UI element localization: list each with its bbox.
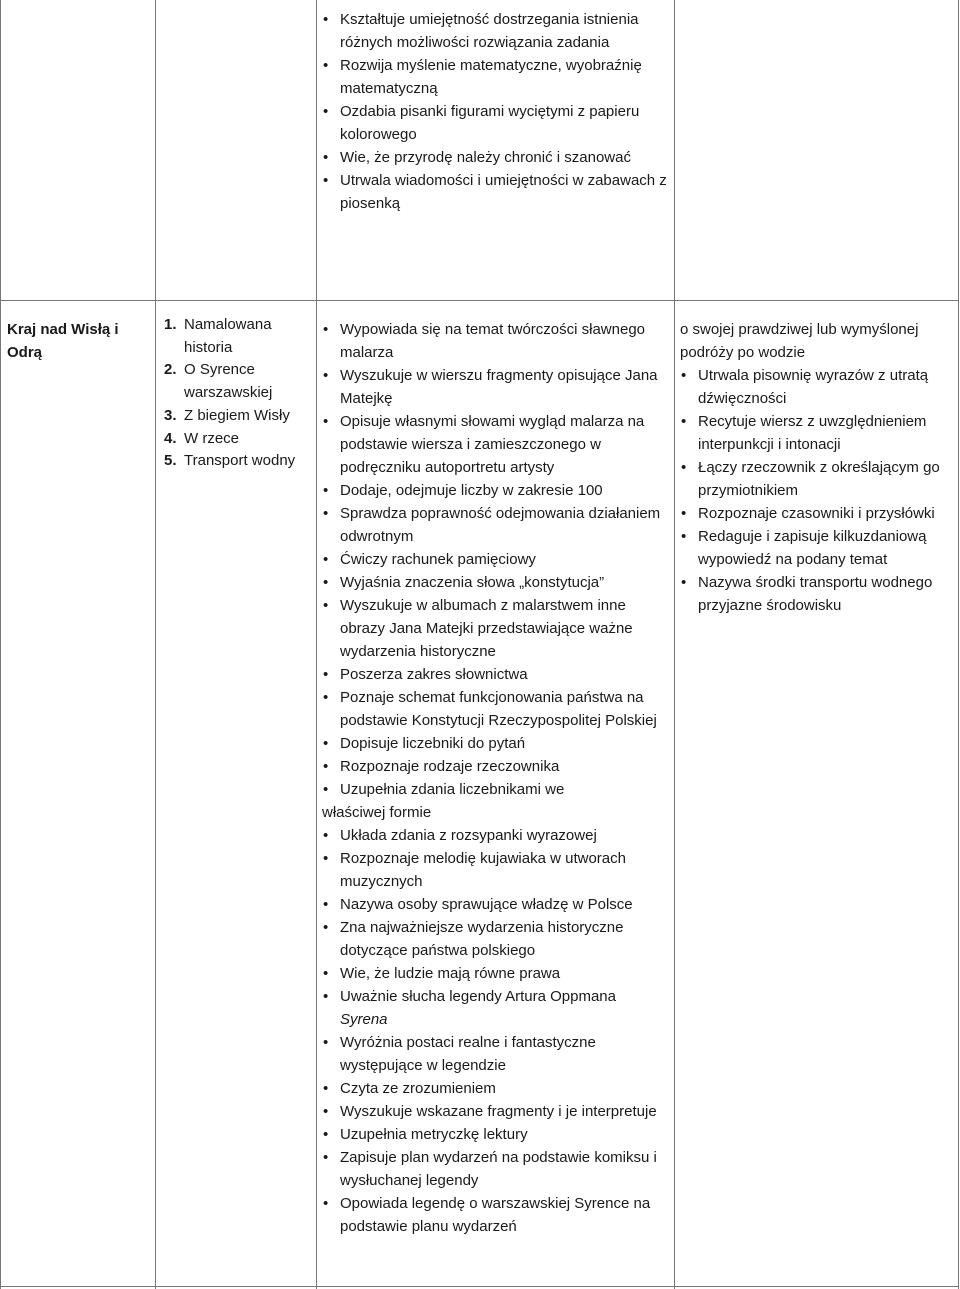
- legend-title: Syrena: [340, 1011, 388, 1028]
- goal-item: • Układa zdania z rozsypanki wyrazowej: [322, 824, 671, 847]
- goal-item: • Opisuje własnymi słowami wygląd malarza na podstawie wiersza i zamieszczonego w podręczniku autoportretu artysty: [322, 410, 671, 479]
- goal-item: • Poszerza zakres słownictwa: [322, 663, 671, 686]
- table-border-col3: [316, 0, 317, 1289]
- lesson-title: Namalowana historia: [184, 316, 272, 356]
- goal-item: • Utrwala pisownię wyrazów z utratą dźwięczności: [680, 364, 956, 410]
- goal-item: • Uważnie słucha legendy Artura Oppmana: [322, 985, 671, 1008]
- goal-item: • Wypowiada się na temat twórczości sławnego malarza: [322, 318, 671, 364]
- lesson-item: [164, 359, 312, 404]
- goal-item: • Dodaje, odejmuje liczby w zakresie 100: [322, 479, 671, 502]
- lesson-title: Z biegiem Wisły: [184, 406, 290, 424]
- goal-item: • Wie, że ludzie mają równe prawa: [322, 962, 671, 985]
- lessons-list: [164, 314, 312, 473]
- lesson-number: 4.: [164, 429, 177, 447]
- row2-lessons-cell: [164, 314, 312, 473]
- goal-item: • Zapisuje plan wydarzeń na podstawie komiksu i wysłuchanej legendy: [322, 1146, 671, 1192]
- lesson-title: O Syrence warszawskiej: [184, 361, 273, 402]
- lesson-item: [164, 314, 312, 359]
- extra-intro: [680, 318, 956, 364]
- goal-item: • Wyjaśnia znaczenia słowa „konstytucja”: [322, 571, 671, 594]
- goal-item: • Utrwala wiadomości i umiejętności w zabawach z piosenką: [322, 169, 667, 215]
- lesson-item: [164, 428, 312, 451]
- row2-topic: Kraj nad Wisłą i Odrą: [7, 321, 119, 361]
- goal-item: • Opowiada legendę o warszawskiej Syrence na podstawie planu wydarzeń: [322, 1192, 671, 1238]
- extra-intro-text: o swojej prawdziwej lub wymyślonej podróży po wodzie: [680, 321, 919, 361]
- lesson-number: 5.: [164, 452, 177, 470]
- goal-item: • Wyszukuje wskazane fragmenty i je interpretuje: [322, 1100, 671, 1123]
- lesson-number: 3.: [164, 406, 177, 424]
- goal-item-continuation: właściwej formie: [322, 804, 432, 821]
- goal-item: • Redaguje i zapisuje kilkuzdaniową wypowiedź na podany temat: [680, 525, 956, 571]
- lesson-item: [164, 405, 312, 428]
- goal-item: • Wyszukuje w albumach z malarstwem inne obrazy Jana Matejki przedstawiające ważne wydarzenia historyczne: [322, 594, 671, 663]
- row1-goals-cell: [322, 8, 667, 215]
- goal-item: • Dopisuje liczebniki do pytań: [322, 732, 671, 755]
- lesson-number: 1.: [164, 316, 177, 333]
- table-border-left: [0, 0, 1, 1289]
- goal-item: • Wyszukuje w wierszu fragmenty opisujące Jana Matejkę: [322, 364, 671, 410]
- goal-item: • Sprawdza poprawność odejmowania działaniem odwrotnym: [322, 502, 671, 548]
- goal-item: • Zna najważniejsze wydarzenia historyczne dotyczące państwa polskiego: [322, 916, 671, 962]
- goal-item: • Rozpoznaje czasowniki i przysłówki: [680, 502, 956, 525]
- goal-item: • Rozpoznaje melodię kujawiaka w utworach muzycznych: [322, 847, 671, 893]
- row2-goals-list: [322, 318, 671, 1238]
- goal-item: • Wyróżnia postaci realne i fantastyczne występujące w legendzie: [322, 1031, 671, 1077]
- goal-item: • Uzupełnia zdania liczebnikami we: [322, 778, 671, 801]
- table-border-bottom: [0, 1286, 959, 1287]
- goal-item: • Rozpoznaje rodzaje rzeczownika: [322, 755, 671, 778]
- row1-goals-list: [322, 8, 667, 215]
- goal-item: • Rozwija myślenie matematyczne, wyobraźnię matematyczną: [322, 54, 667, 100]
- table-border-col2: [155, 0, 156, 1289]
- goal-item: • Nazywa środki transportu wodnego przyjazne środowisku: [680, 571, 956, 617]
- goal-item: • Czyta ze zrozumieniem: [322, 1077, 671, 1100]
- row2-goals-cell: [322, 318, 671, 1238]
- goal-item: • Kształtuje umiejętność dostrzegania istnienia różnych możliwości rozwiązania zadania: [322, 8, 667, 54]
- row2-extra-list: [680, 318, 956, 617]
- table-row-divider: [0, 300, 959, 301]
- goal-item: • Nazywa osoby sprawujące władzę w Polsce: [322, 893, 671, 916]
- lesson-item: [164, 450, 312, 473]
- lesson-title: Transport wodny: [184, 452, 296, 470]
- table-border-col4: [674, 0, 675, 1289]
- goal-item-continuation: [322, 1008, 671, 1031]
- goal-item: • Łączy rzeczownik z określającym go przymiotnikiem: [680, 456, 956, 502]
- lesson-number: 2.: [164, 361, 177, 379]
- goal-item: • Wie, że przyrodę należy chronić i szanować: [322, 146, 667, 169]
- goal-item: • Recytuje wiersz z uwzględnieniem interpunkcji i intonacji: [680, 410, 956, 456]
- goal-item: • Ćwiczy rachunek pamięciowy: [322, 548, 671, 571]
- row2-extra-cell: [680, 318, 956, 617]
- table-border-right: [958, 0, 959, 1289]
- goal-item: • Poznaje schemat funkcjonowania państwa na podstawie Konstytucji Rzeczypospolitej Polskiej: [322, 686, 671, 732]
- goal-item: • Ozdabia pisanki figurami wyciętymi z papieru kolorowego: [322, 100, 667, 146]
- goal-item: • Uzupełnia metryczkę lektury: [322, 1123, 671, 1146]
- lesson-title: W rzece: [184, 429, 240, 447]
